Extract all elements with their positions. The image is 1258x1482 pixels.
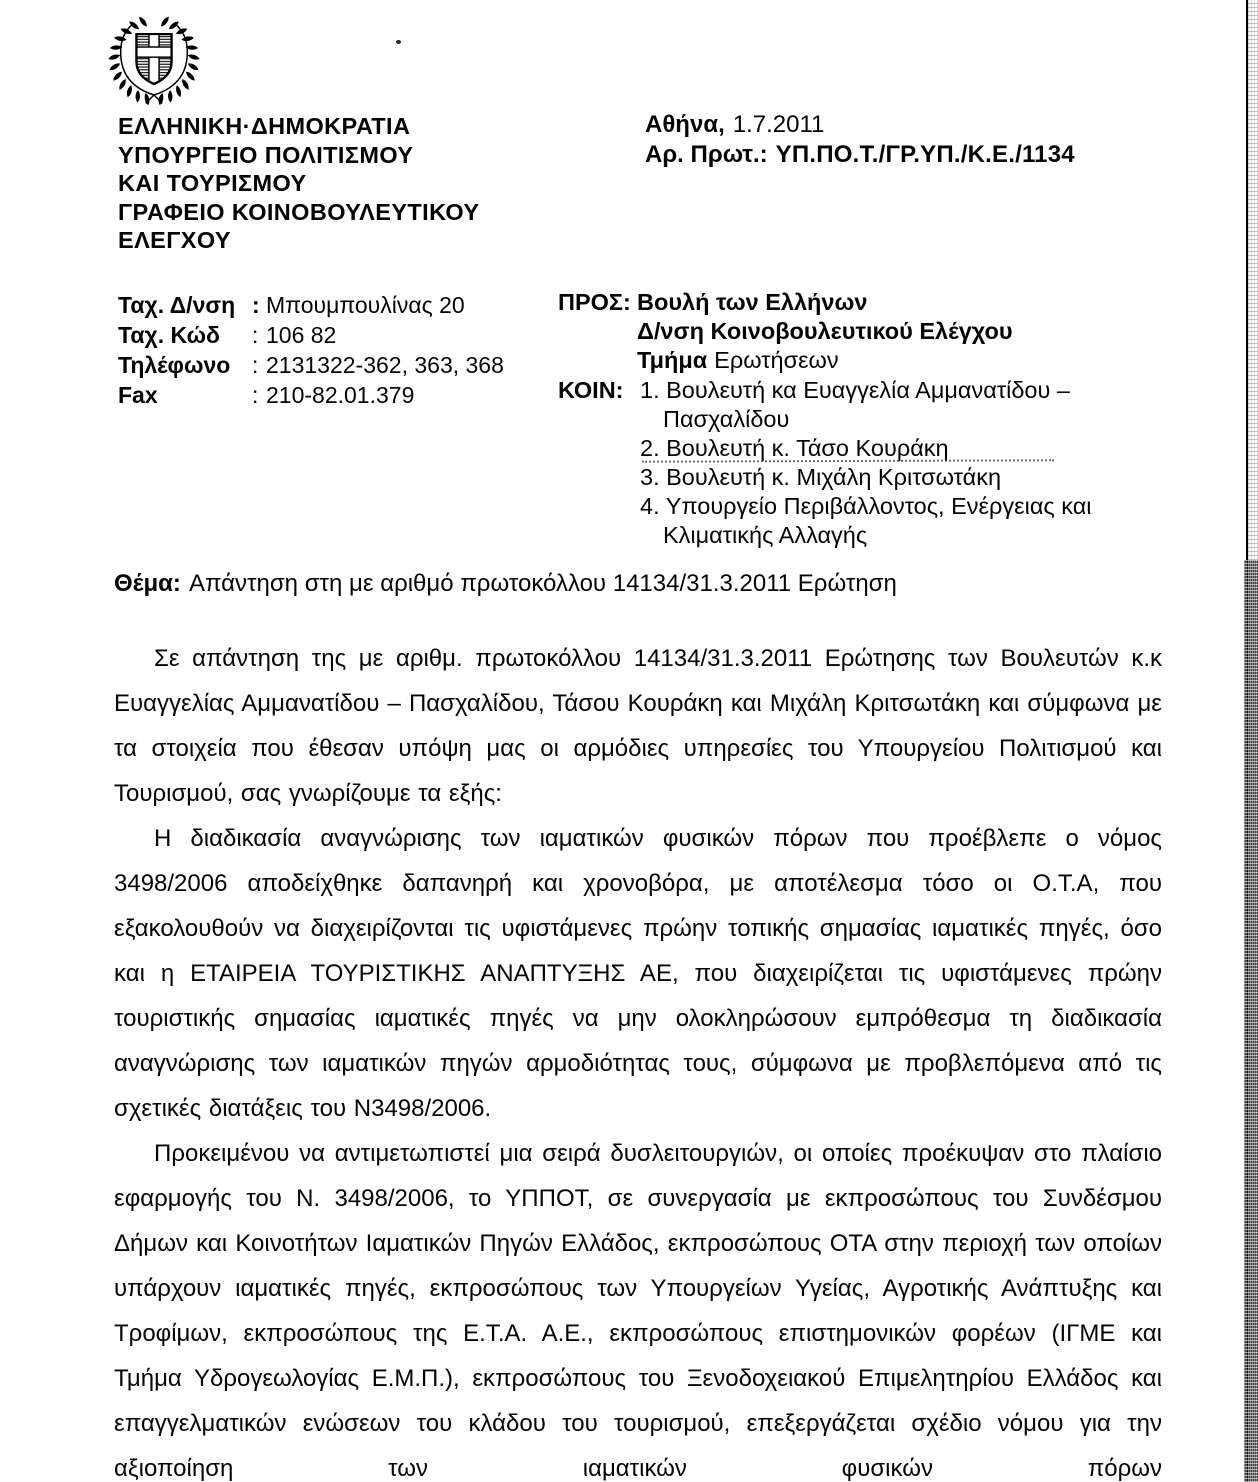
to-lines [637, 288, 1158, 375]
contact-value: 210-82.01.379 [266, 382, 415, 408]
to-line-rest: Ερωτήσεων [714, 347, 839, 373]
org-line: ΚΑΙ ΤΟΥΡΙΣΜΟΥ [118, 170, 307, 196]
contact-value: 106 82 [266, 322, 337, 348]
subject-line [114, 570, 897, 598]
to-line: Δ/νση Κοινοβουλευτικού Ελέγχου [637, 318, 1013, 344]
contact-label: Fax [118, 382, 158, 408]
contact-separator: : [252, 292, 260, 318]
city-date-line [645, 110, 1075, 140]
subject-text: Απάντηση στη με αριθμό πρωτοκόλλου 14134/31.3.2011 Ερώτηση [188, 570, 897, 597]
org-line: ΥΠΟΥΡΓΕΙΟ ΠΟΛΙΤΙΣΜΟΥ [118, 141, 414, 168]
cc-item: 4. Υπουργείο Περιβάλλοντος, Ενέργειας και [640, 493, 1092, 519]
letterhead-org-block [118, 112, 479, 255]
contact-separator: : [252, 322, 259, 348]
contact-row-address [118, 290, 504, 320]
cc-item: 1. Βουλευτή κα Ευαγγελία Αμμανατίδου – [640, 377, 1070, 403]
contact-label: Ταχ. Δ/νση [118, 292, 236, 318]
contact-label: Ταχ. Κώδ [118, 322, 220, 348]
protocol-label: Αρ. Πρωτ.: [645, 141, 768, 168]
org-line: ΓΡΑΦΕΙΟ ΚΟΙΝΟΒΟΥΛΕΥΤΙΚΟΥ [118, 198, 480, 225]
date-value: 1.7.2011 [732, 111, 825, 138]
cc-item: 3. Βουλευτή κ. Μιχάλη Κριτσωτάκη [640, 464, 1002, 490]
contact-block [118, 290, 504, 410]
scan-edge-noise-top-artifact [1248, 0, 1258, 560]
body-paragraph: Σε απάντηση της με αριθμ. πρωτοκόλλου 14134/31.3.2011 Ερώτησης των Βουλευτών κ.κ Ευαγγελίας Αμμανατίδου – Πασχαλίδου, Τάσου Κουράκη και Μιχάλη Κριτσωτάκη και σύμφωνα με τα στοιχεία που έθεσαν υπόψη μας οι αρμόδιες υπηρεσίες του Υπουργείου Πολιτισμού και Τουρισμού, σας γνωρίζουμε τα εξής: [114, 645, 1162, 807]
to-line: Βουλή των Ελλήνων [637, 289, 868, 315]
contact-separator: : [252, 352, 259, 378]
recipients-block [558, 288, 1158, 550]
contact-value: 2131322-362, 363, 368 [266, 352, 504, 378]
letter-body [114, 636, 1162, 1482]
protocol-line [645, 140, 1075, 170]
contact-row-phone [118, 350, 504, 380]
cc-label: ΚΟΙΝ: [558, 377, 624, 403]
cc-item: 2. Βουλευτή κ. Τάσο Κουράκη [640, 435, 949, 461]
cc-item-continuation: Κλιματικής Αλλαγής [663, 522, 868, 548]
to-line-bold-part: Τμήμα [637, 347, 708, 373]
to-line [637, 346, 1158, 375]
cc-lines [640, 376, 1158, 550]
scan-edge-noise-bottom-artifact [1244, 560, 1258, 1482]
to-label: ΠΡΟΣ: [558, 289, 631, 315]
org-line: ΕΛΛΗΝΙΚΗ·ΔΗΜΟΚΡΑΤΙΑ [118, 113, 411, 139]
org-line: ΕΛΕΓΧΟΥ [118, 227, 231, 253]
date-protocol-block [645, 110, 1075, 170]
subject-label: Θέμα: [114, 570, 181, 597]
contact-label: Τηλέφωνο [118, 352, 231, 378]
body-paragraph: Προκειμένου να αντιμετωπιστεί μια σειρά δυσλειτουργιών, οι οποίες προέκυψαν στο πλαίσιο εφαρμογής του Ν. 3498/2006, το ΥΠΠΟΤ, σε συνεργασία με εκπροσώπους του Συνδέσμου Δήμων και Κοινοτήτων Ιαματικών Πηγών Ελλάδος, εκπροσώπους ΟΤΑ στην περιοχή των οποίων υπάρχουν ιαματικές πηγές, εκπροσώπους των Υπουργείων Υγείας, Αγροτικής Ανάπτυξης και Τροφίμων, εκπροσώπους της Ε.Τ.Α. Α.Ε., εκπροσώπους επιστημονικών φορέων (ΙΓΜΕ και Τμήμα Υδρογεωλογίας Ε.Μ.Π.), εκπροσώπους του Ξενοδοχειακού Επιμελητηρίου Ελλάδος και επαγγελματικών ενώσεων του κλάδου του τουρισμού, επεξεργάζεται σχέδιο νόμου για την αξιοποίηση των ιαματικών φυσικών πόρων [114, 1140, 1162, 1482]
scan-speck-artifact [396, 40, 401, 44]
cc-item-continuation: Πασχαλίδου [663, 406, 790, 432]
city-label: Αθήνα, [645, 111, 725, 138]
protocol-number: ΥΠ.ΠΟ.Τ./ΓΡ.ΥΠ./Κ.Ε./1134 [775, 141, 1075, 168]
body-paragraph: Η διαδικασία αναγνώρισης των ιαματικών φυσικών πόρων που προέβλεπε ο νόμος 3498/2006 αποδείχθηκε δαπανηρή και χρονοβόρα, με αποτέλεσμα τόσο οι Ο.Τ.Α, που εξακολουθούν να διαχειρίζονται τις υφιστάμενες πρώην τοπικής σημασίας ιαματικές πηγές, όσο και η ΕΤΑΙΡΕΙΑ ΤΟΥΡΙΣΤΙΚΗΣ ΑΝΑΠΤΥΞΗΣ ΑΕ, που διαχειρίζεται τις υφιστάμενες πρώην τουριστικής σημασίας ιαματικές πηγές να μην ολοκληρώσουν εμπρόθεσμα τη διαδικασία αναγνώρισης των ιαματικών πηγών αρμοδιότητας τους, σύμφωνα με προβλεπόμενα από τις σχετικές διατάξεις του Ν3498/2006. [114, 825, 1162, 1122]
contact-row-postcode [118, 320, 504, 350]
contact-row-fax [118, 380, 504, 410]
contact-separator: : [252, 382, 259, 408]
contact-value: Μπουμπουλίνας 20 [266, 292, 465, 318]
greek-coat-of-arms-icon [106, 4, 202, 114]
